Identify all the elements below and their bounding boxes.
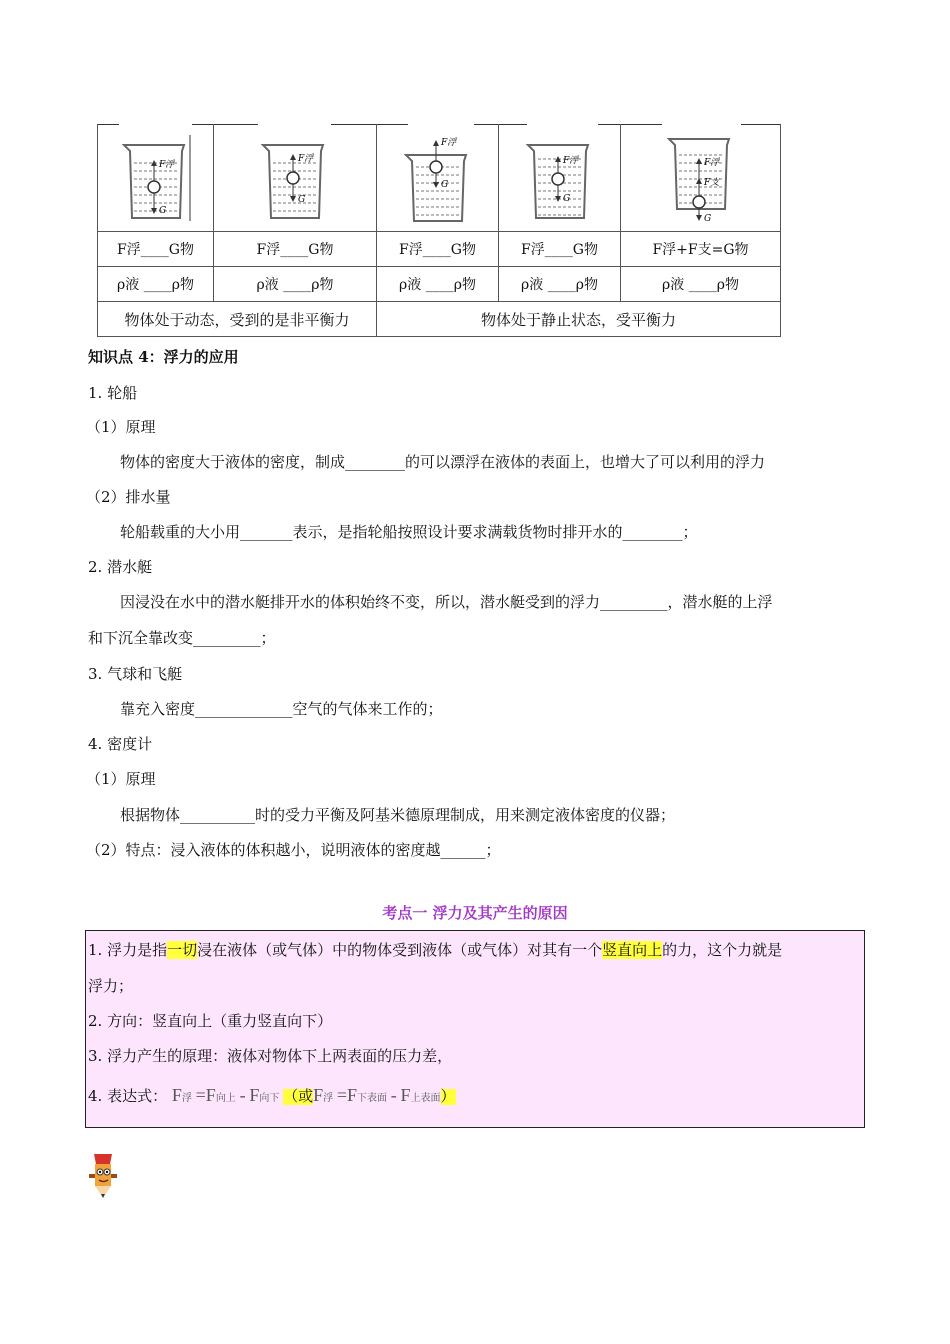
f-support-label: F支 — [703, 177, 719, 188]
pencil-mascot-icon — [86, 1150, 120, 1200]
buoyancy-formula: F浮 =F向上 - F向下 （或F浮 =F下表面 - F上表面） — [171, 1085, 456, 1105]
highlight-upward: 竖直向上 — [602, 941, 663, 959]
definition-line-1 — [88, 939, 782, 960]
gravity-label: G — [298, 194, 306, 205]
section-balloon: 3. 气球和飞艇 — [88, 665, 183, 683]
formula-line — [88, 1085, 456, 1106]
definition-text: 1. 浮力是指 — [88, 941, 168, 959]
definition-line-2: 浮力； — [88, 977, 134, 995]
force-relation-cell: F浮____G物 — [98, 232, 214, 267]
section-hydrometer: 4. 密度计 — [88, 735, 153, 753]
beaker-bottom-diagram — [621, 124, 781, 232]
force-relation-cell: F浮____G物 — [214, 232, 377, 267]
ship-displacement-text: 轮船载重的大小用_______表示，是指轮船按照设计要求满载货物时排开水的________； — [120, 523, 698, 541]
exam-point-box — [85, 930, 865, 1128]
hydrometer-feature-text: （2）特点：浸入液体的体积越小，说明液体的密度越______； — [86, 841, 501, 859]
definition-text: 浸在液体（或气体）中的物体受到液体（或气体）对其有一个 — [197, 941, 603, 959]
f-float-label: F浮 — [298, 153, 314, 164]
f-float-label: F浮 — [703, 157, 719, 168]
gravity-label: G — [703, 213, 711, 223]
balloon-text: 靠充入密度_____________空气的气体来工作的； — [120, 700, 443, 718]
static-state-cell: 物体处于静止状态，受平衡力 — [377, 302, 781, 337]
gravity-label: G — [158, 205, 166, 216]
float-sink-table — [97, 124, 781, 337]
density-relation-cell: ρ液 ____ρ物 — [621, 267, 781, 302]
density-relation-cell: ρ液 ____ρ物 — [377, 267, 499, 302]
f-float-label: F浮 — [158, 159, 174, 170]
direction-line: 2. 方向：竖直向上（重力竖直向下） — [88, 1012, 333, 1030]
section-submarine: 2. 潜水艇 — [88, 558, 153, 576]
ship-principle-label: （1）原理 — [86, 418, 156, 436]
formula-prefix: 4. 表达式： — [88, 1087, 168, 1105]
gravity-label: G — [440, 179, 448, 190]
density-relation-cell: ρ液 ____ρ物 — [499, 267, 621, 302]
highlight-all: 一切 — [167, 941, 198, 959]
section-ship: 1. 轮船 — [88, 384, 138, 402]
hydrometer-principle-label: （1）原理 — [86, 770, 156, 788]
beaker-sinking-diagram — [98, 124, 214, 232]
beaker-floating-diagram — [377, 124, 499, 232]
beaker-suspended-diagram — [499, 124, 621, 232]
dynamic-state-cell: 物体处于动态，受到的是非平衡力 — [98, 302, 377, 337]
gravity-label: G — [562, 193, 570, 204]
submarine-text-1: 因浸没在水中的潜水艇排开水的体积始终不变，所以，潜水艇受到的浮力_________，潜水艇的上浮 — [120, 593, 773, 611]
ship-principle-text: 物体的密度大于液体的密度，制成________的可以漂浮在液体的表面上，也增大了可以利用的浮力 — [120, 453, 766, 471]
submarine-text-2: 和下沉全靠改变_________； — [88, 629, 276, 647]
force-relation-cell: F浮+F支=G物 — [621, 232, 781, 267]
principle-line: 3. 浮力产生的原理：液体对物体下上两表面的压力差， — [88, 1047, 453, 1065]
density-relation-cell: ρ液 ____ρ物 — [98, 267, 214, 302]
hydrometer-principle-text: 根据物体__________时的受力平衡及阿基米德原理制成，用来测定液体密度的仪器； — [120, 806, 676, 824]
f-float-label: F浮 — [562, 155, 578, 166]
density-relation-cell: ρ液 ____ρ物 — [214, 267, 377, 302]
exam-point-title: 考点一 浮力及其产生的原因 — [382, 904, 568, 922]
knowledge-heading: 知识点 4：浮力的应用 — [88, 348, 239, 366]
beaker-sinking2-diagram — [214, 124, 377, 232]
ship-displacement-label: （2）排水量 — [86, 488, 171, 506]
f-float-label: F浮 — [440, 137, 456, 148]
force-relation-cell: F浮____G物 — [377, 232, 499, 267]
force-relation-cell: F浮____G物 — [499, 232, 621, 267]
definition-text: 的力，这个力就是 — [662, 941, 783, 959]
